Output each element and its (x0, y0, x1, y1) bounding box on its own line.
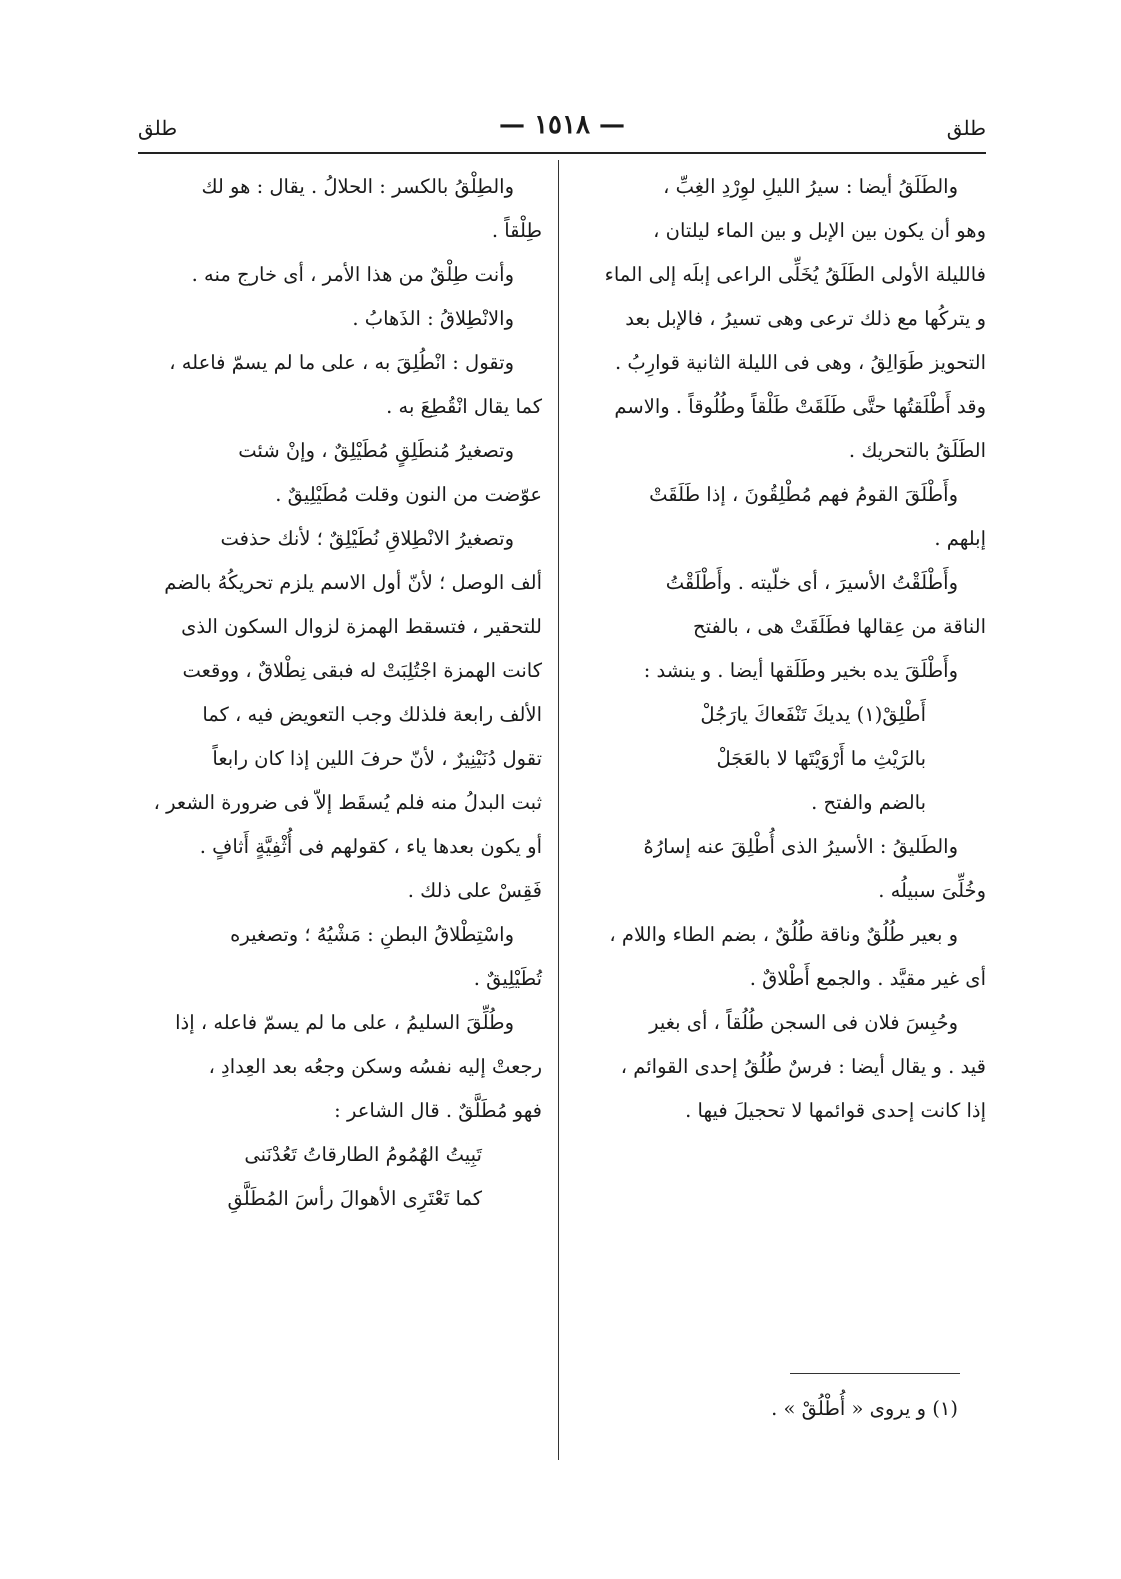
text-line: ألف الوصل ؛ لأنّ أول الاسم يلزم تحريكُهُ بالضم (164, 571, 542, 594)
text-line: إذا كانت إحدى قوائمها لا تحجيلَ فيها . (685, 1099, 986, 1122)
text-line: الطَلَقُ بالتحريك . (848, 439, 986, 462)
text-line: الألف رابعة فلذلك وجب التعويض فيه ، كما (202, 703, 542, 726)
text-line: تُطَيْلِيقٌ . (473, 967, 542, 990)
footnote-rule (790, 1373, 960, 1374)
text-line: فالليلة الأولى الطَلَقُ يُخَلِّى الراعى إبلَه إلى الماء (604, 263, 986, 286)
text-line: قيد . و يقال أيضا : فرسٌ طُلُقُ إحدى القوائم ، (620, 1055, 986, 1078)
page-header (138, 108, 986, 148)
header-rule (138, 152, 986, 154)
text-line: وأَطْلَقْتُ الأسيرَ ، أى خلّيته . وأَطْلَقْتُ (665, 571, 958, 594)
text-line: والانْطِلاقُ : الذَهابُ . (352, 307, 514, 330)
verse-line: تَبِيتُ الهُمُومُ الطارقاتُ تَعُدْنَنى (244, 1143, 482, 1166)
text-line: رجعتْ إليه نفسُه وسكن وجعُه بعد العِدادِ ، (208, 1055, 542, 1078)
text-line: و يتركُها مع ذلك ترعى وهى تسيرُ ، فالإبل بعد (625, 307, 986, 330)
text-line: عوّضت من النون وقلت مُطَيْلِيقٌ . (275, 483, 542, 506)
text-line: وحُبِسَ فلان فى السجن طُلُقاً ، أى بغير (649, 1011, 958, 1034)
text-line: والطَليقُ : الأسيرُ الذى أُطْلِقَ عنه إسارُهُ (643, 835, 958, 858)
verse-line: بالرَيْثِ ما أَرْوَيْتَها لا بالعَجَلْ (716, 747, 926, 770)
text-line: واسْتِطْلاقُ البطنِ : مَشْيُهُ ؛ وتصغيره (230, 923, 514, 946)
column-divider (558, 160, 559, 1460)
text-line: وقد أَطْلَقتُها حتَّى طَلَقَتْ طَلْقاً وطُلُوقاً . والاسم (614, 395, 986, 418)
right-column (574, 165, 986, 1133)
text-line: كانت الهمزة اجْتُلِبَتْ له فبقى نِطْلاقٌ ، ووقعت (182, 659, 542, 682)
text-line: وتصغيرُ الانْطِلاقِ نُطَيْلِقٌ ؛ لأنك حذفت (220, 527, 514, 550)
page-number: — ١٥١٨ — (499, 110, 625, 140)
text-line: إبلهم . (934, 527, 986, 550)
text-line: للتحقير ، فتسقط الهمزة لزوال السكون الذى (181, 615, 542, 638)
text-line: تقول دُنَيْنِيرٌ ، لأنّ حرفَ اللين إذا كان رابعاً (212, 747, 542, 770)
text-line: ثبت البدلُ منه فلم يُسقَط إلاّ فى ضرورة الشعر ، (153, 791, 542, 814)
text-line: وتقول : انْطُلِقَ به ، على ما لم يسمّ فاعله ، (169, 351, 514, 374)
text-line: طِلْقاً . (491, 219, 542, 242)
text-line: التحويز طَوَالِقُ ، وهى فى الليلة الثانية قوارِبُ . (614, 351, 986, 374)
text-line: والطِلْقُ بالكسر : الحلالُ . يقال : هو لك (201, 175, 514, 198)
text-line: وأَطْلَقَ يده بخير وطَلَقها أيضا . و ينشد : (643, 659, 958, 682)
verse-line: كما تَعْتَرِى الأهوالَ رأسَ المُطَلَّقِ (227, 1187, 482, 1210)
text-line: والطَلَقُ أيضا : سيرُ الليلِ لوِرْدِ الغِبِّ ، (663, 175, 958, 198)
text-line: وطُلِّقَ السليمُ ، على ما لم يسمّ فاعله ، إذا (175, 1011, 514, 1034)
text-line: الناقة من عِقالها فطَلَقَتْ هى ، بالفتح (692, 615, 986, 638)
text-line: وأنت طِلْقٌ من هذا الأمر ، أى خارج منه . (191, 263, 514, 286)
text-line: كما يقال انْقُطِعَ به . (386, 395, 542, 418)
header-right-keyword: طلق (946, 116, 986, 140)
text-line: أو يكون بعدها ياء ، كقولهم فى أُثْفِيَّةٍ أَثافٍ . (199, 835, 542, 858)
text-line: وأَطْلَقَ القومُ فهم مُطْلِقُونَ ، إذا طَلَقَتْ (649, 483, 958, 506)
header-left-keyword: طلق (138, 116, 178, 140)
text-line: و بعير طُلُقٌ وناقة طُلُقٌ ، بضم الطاء واللام ، (609, 923, 958, 946)
text-line: فهو مُطَلَّقٌ . قال الشاعر : (334, 1099, 542, 1122)
text-line: فَقِسْ على ذلك . (407, 879, 542, 902)
verse-line: أَطْلِقْ(١) يديكَ تَنْفَعاكَ يارَجُلْ (700, 703, 926, 726)
text-line: وخُلِّىَ سبيلُه . (878, 879, 986, 902)
text-line: وهو أن يكون بين الإبل و بين الماء ليلتان ، (653, 219, 986, 242)
footnote: (١) و يروى « أُطْلُقْ » . (771, 1397, 958, 1420)
left-column (138, 165, 542, 1221)
text-line: أى غير مقيَّد . والجمع أَطْلاقٌ . (749, 967, 986, 990)
text-line: وتصغيرُ مُنطَلِقٍ مُطَيْلِقٌ ، وإنْ شئت (238, 439, 514, 462)
text-line: بالضم والفتح . (811, 791, 926, 814)
